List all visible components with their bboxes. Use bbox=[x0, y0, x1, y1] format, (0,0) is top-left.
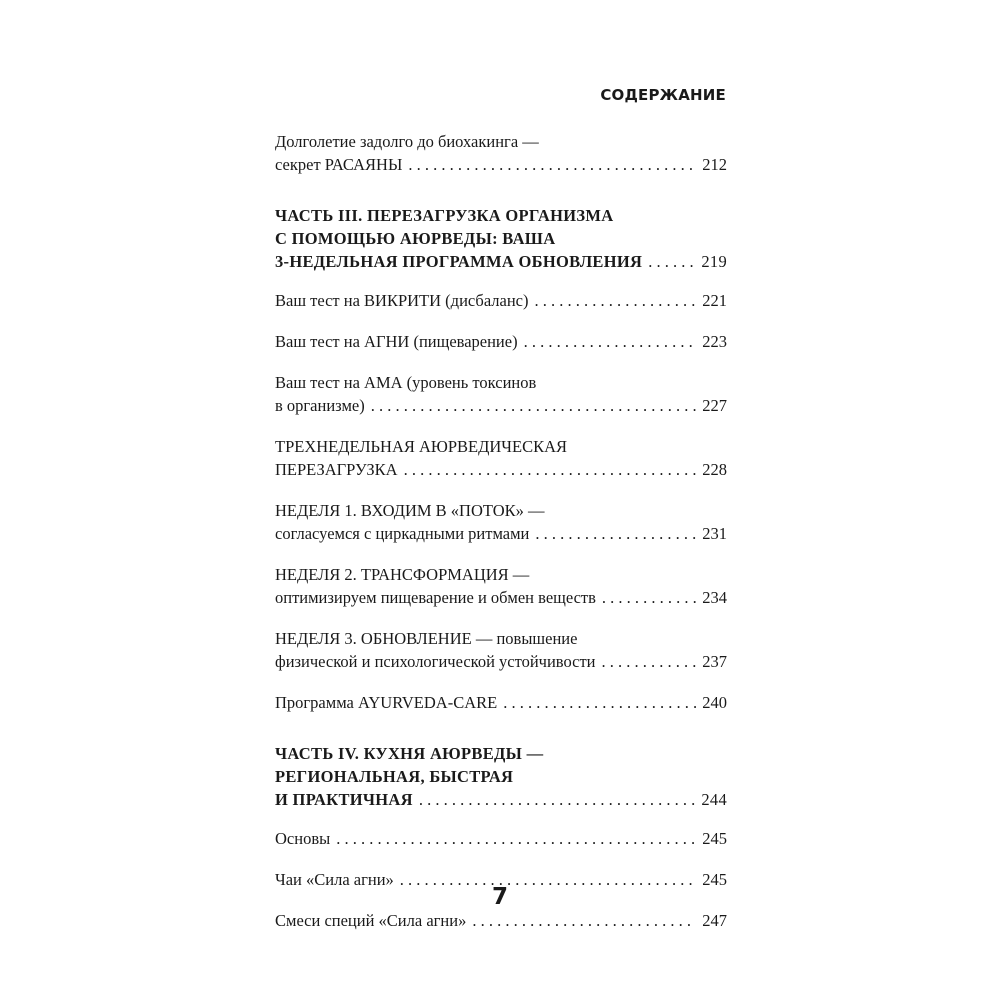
toc-entry bbox=[275, 909, 727, 932]
toc-page-number: 245 bbox=[702, 870, 727, 889]
toc-page-number: 245 bbox=[702, 829, 727, 848]
toc-entry-title-line: оптимизируем пищеварение и обмен веществ bbox=[275, 588, 596, 607]
toc-entry-title-line: ТРЕХНЕДЕЛЬНАЯ АЮРВЕДИЧЕСКАЯ bbox=[275, 437, 568, 456]
toc-entry-last-line bbox=[275, 788, 727, 811]
toc-page-number: 244 bbox=[701, 790, 727, 809]
toc-entry-last-line bbox=[275, 522, 727, 545]
toc-entry-title-line: согласуемся с циркадными ритмами bbox=[275, 524, 530, 543]
toc-entry bbox=[275, 330, 727, 353]
dot-leader bbox=[404, 458, 697, 481]
toc-entry bbox=[275, 827, 727, 850]
toc-entry-title-line: И ПРАКТИЧНАЯ bbox=[275, 790, 413, 809]
toc-entry bbox=[275, 289, 727, 312]
toc-entry-title-line: РЕГИОНАЛЬНАЯ, БЫСТРАЯ bbox=[275, 767, 514, 786]
toc-page-number: 227 bbox=[702, 396, 727, 415]
toc-page-number: 221 bbox=[702, 291, 727, 310]
toc-page-number: 228 bbox=[702, 460, 727, 479]
running-head: СОДЕРЖАНИЕ bbox=[600, 86, 726, 104]
toc-entry-last-line bbox=[275, 691, 727, 714]
toc-entry bbox=[275, 499, 727, 545]
toc-page-number: 219 bbox=[701, 252, 727, 271]
toc-entry-last-line bbox=[275, 909, 727, 932]
toc-entry-title-line: Ваш тест на АМА (уровень токсинов bbox=[275, 373, 537, 392]
dot-leader bbox=[371, 394, 697, 417]
toc-entry-title-line: секрет РАСАЯНЫ bbox=[275, 155, 403, 174]
toc-page-number: 212 bbox=[702, 155, 727, 174]
dot-leader bbox=[400, 868, 696, 891]
toc-entry-title-line: Ваш тест на ВИКРИТИ (дисбаланс) bbox=[275, 291, 529, 310]
toc-entry-title-line: Ваш тест на АГНИ (пищеварение) bbox=[275, 332, 518, 351]
toc-entry-title-line: ЧАСТЬ III. ПЕРЕЗАГРУЗКА ОРГАНИЗМА bbox=[275, 206, 614, 225]
toc-entry-last-line bbox=[275, 827, 727, 850]
toc-entry-title-line: физической и психологической устойчивости bbox=[275, 652, 596, 671]
toc-entry-title-line: ЧАСТЬ IV. КУХНЯ АЮРВЕДЫ — bbox=[275, 744, 544, 763]
toc-entry-title-line: в организме) bbox=[275, 396, 365, 415]
toc-entry-last-line bbox=[275, 586, 727, 609]
toc-entry bbox=[275, 563, 727, 609]
toc-entry bbox=[275, 435, 727, 481]
toc-entry-title-line: Долголетие задолго до биохакинга — bbox=[275, 132, 539, 151]
dot-leader bbox=[648, 250, 695, 273]
dot-leader bbox=[535, 289, 697, 312]
dot-leader bbox=[472, 909, 696, 932]
toc-entry-last-line bbox=[275, 250, 727, 273]
toc-entry bbox=[275, 627, 727, 673]
toc-entry-last-line bbox=[275, 153, 727, 176]
toc-entry-title-line: НЕДЕЛЯ 1. ВХОДИМ В «ПОТОК» — bbox=[275, 501, 545, 520]
toc-entry-last-line bbox=[275, 650, 727, 673]
toc-page-number: 240 bbox=[702, 693, 727, 712]
toc-entry-title-line: Программа AYURVEDA-CARE bbox=[275, 693, 498, 712]
page-number: 7 bbox=[491, 884, 508, 910]
toc-entry-title-line: 3-НЕДЕЛЬНАЯ ПРОГРАММА ОБНОВЛЕНИЯ bbox=[275, 252, 643, 271]
dot-leader bbox=[408, 153, 696, 176]
dot-leader bbox=[535, 522, 696, 545]
toc-part-heading bbox=[275, 204, 727, 273]
toc-entry-title-line: ПЕРЕЗАГРУЗКА bbox=[275, 460, 398, 479]
toc-entry bbox=[275, 130, 727, 176]
toc-entry-last-line bbox=[275, 458, 727, 481]
toc-entry-title-line: Смеси специй «Сила агни» bbox=[275, 911, 467, 930]
toc-entry-title-line: НЕДЕЛЯ 2. ТРАНСФОРМАЦИЯ — bbox=[275, 565, 530, 584]
dot-leader bbox=[524, 330, 697, 353]
dot-leader bbox=[419, 788, 695, 811]
dot-leader bbox=[503, 691, 696, 714]
toc-page-number: 247 bbox=[702, 911, 727, 930]
toc-entry-title-line: Основы bbox=[275, 829, 331, 848]
toc-entry bbox=[275, 371, 727, 417]
toc-entry bbox=[275, 691, 727, 714]
toc-entry-title-line: С ПОМОЩЬЮ АЮРВЕДЫ: ВАША bbox=[275, 229, 556, 248]
toc-page-number: 231 bbox=[702, 524, 727, 543]
toc-entry-title-line: Чаи «Сила агни» bbox=[275, 870, 394, 889]
toc-part-heading bbox=[275, 742, 727, 811]
table-of-contents bbox=[275, 130, 727, 950]
toc-page-number: 234 bbox=[702, 588, 727, 607]
toc-entry-last-line bbox=[275, 394, 727, 417]
dot-leader bbox=[336, 827, 696, 850]
toc-entry-title-line: НЕДЕЛЯ 3. ОБНОВЛЕНИЕ — повышение bbox=[275, 629, 578, 648]
toc-entry-last-line bbox=[275, 289, 727, 312]
toc-page-number: 223 bbox=[702, 332, 727, 351]
toc-entry-last-line bbox=[275, 330, 727, 353]
dot-leader bbox=[602, 650, 697, 673]
dot-leader bbox=[602, 586, 696, 609]
toc-page-number: 237 bbox=[702, 652, 727, 671]
